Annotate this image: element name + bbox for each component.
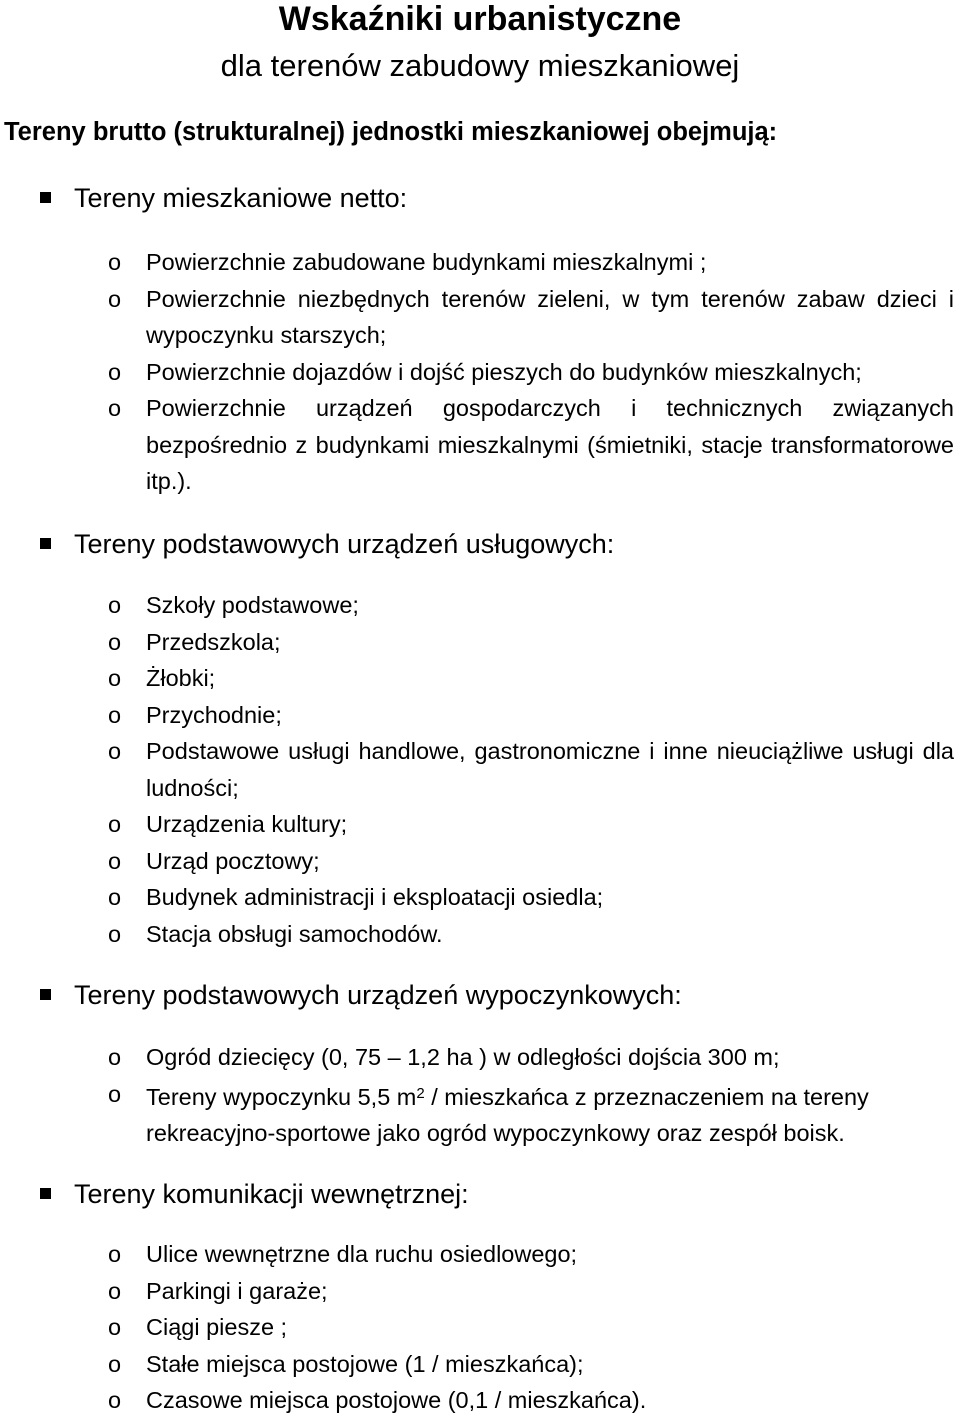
circle-bullet-icon: o [108,1314,122,1340]
section-heading [0,975,960,1015]
list-item [0,587,960,624]
list-item [0,1039,960,1076]
list-item [0,1382,960,1419]
list-item-text: Przychodnie; [146,701,282,728]
list-item-text: Powierzchnie niezbędnych terenów zieleni, w tym terenów zabaw dzieci i wypoczynku starszych; [146,285,954,348]
list-item [0,1076,960,1152]
list-item-text: Ogród dziecięcy (0, 75 – 1,2 ha ) w odległości dojścia 300 m; [146,1044,780,1070]
circle-bullet-icon: o [108,592,122,618]
section-heading [0,1174,960,1214]
list-item-text: Stacja obsługi samochodów. [146,920,443,947]
circle-bullet-icon: o [108,701,122,728]
circle-bullet-icon: o [108,1044,122,1070]
list-item [0,697,960,734]
circle-bullet-icon: o [108,1277,122,1304]
circle-bullet-icon: o [108,665,122,691]
list-item-text: Parkingi i garaże; [146,1277,328,1304]
list-item-text: Budynek administracji i eksploatacji osiedla; [146,884,604,910]
list-item-text: Urząd pocztowy; [146,847,320,874]
list-item [0,1346,960,1383]
circle-bullet-icon: o [108,1350,122,1377]
list-item [0,624,960,661]
list-item [0,733,960,806]
item-list [0,1039,960,1152]
list-item-text: Ulice wewnętrzne dla ruchu osiedlowego; [146,1241,578,1267]
list-item [0,354,960,391]
list-item-text: Żłobki; [146,665,216,691]
list-item-text: Ciągi piesze ; [146,1314,288,1340]
square-bullet-icon [40,192,51,203]
circle-bullet-icon: o [108,738,122,764]
square-bullet-icon [40,538,51,549]
list-item-text-part: / mieszkańca z przeznaczeniem na tereny rekreacyjno-sportowe jako ogród wypoczynkowy oraz zespół boisk. [146,1083,869,1146]
circle-bullet-icon: o [108,1080,122,1107]
circle-bullet-icon: o [108,884,122,910]
section-heading-label: Tereny komunikacji wewnętrznej: [74,1179,469,1209]
list-item-text: Stałe miejsca postojowe (1 / mieszkańca); [146,1350,584,1377]
list-item [0,281,960,354]
list-item-text: Powierzchnie dojazdów i dojść pieszych do budynków mieszkalnych; [146,358,862,385]
circle-bullet-icon: o [108,249,122,275]
list-item [0,843,960,880]
list-item-text-part: Tereny wypoczynku 5,5 m [146,1083,417,1110]
section-heading-label: Tereny podstawowych urządzeń wypoczynkowych: [74,980,682,1010]
circle-bullet-icon: o [108,1387,122,1413]
list-item-text: Urządzenia kultury; [146,811,348,837]
list-item-text [146,1076,954,1152]
square-bullet-icon [40,1188,51,1199]
list-item-text: Przedszkola; [146,628,281,655]
circle-bullet-icon: o [108,811,122,837]
list-item [0,1309,960,1346]
list-item [0,244,960,281]
circle-bullet-icon: o [108,920,122,947]
intro-heading: Tereny brutto (strukturalnej) jednostki mieszkaniowej obejmują: [4,118,778,146]
circle-bullet-icon: o [108,847,122,874]
list-item [0,879,960,916]
section-heading [0,524,960,564]
list-item [0,1236,960,1273]
item-list [0,1236,960,1419]
list-item [0,916,960,953]
circle-bullet-icon: o [108,1241,122,1267]
list-item-text: Powierzchnie urządzeń gospodarczych i technicznych związanych bezpośrednio z budynkami mieszkalnymi (śmietniki, stacje transformatorowe itp.). [146,395,954,494]
document-title: Wskaźniki urbanistyczne [278,0,682,38]
square-bullet-icon [40,989,51,1000]
list-item-text: Czasowe miejsca postojowe (0,1 / mieszkańca). [146,1387,647,1413]
list-item-text: Podstawowe usługi handlowe, gastronomiczne i inne nieuciążliwe usługi dla ludności; [146,738,954,801]
list-item [0,1273,960,1310]
list-item [0,660,960,697]
circle-bullet-icon: o [108,395,122,421]
list-item-text: Szkoły podstawowe; [146,592,359,618]
list-item-text: Powierzchnie zabudowane budynkami mieszkalnymi ; [146,249,707,275]
circle-bullet-icon: o [108,285,122,312]
item-list [0,587,960,952]
document-subtitle: dla terenów zabudowy mieszkaniowej [220,48,740,83]
section-heading [0,178,960,218]
circle-bullet-icon: o [108,628,122,655]
list-item [0,390,960,500]
circle-bullet-icon: o [108,358,122,385]
section-heading-label: Tereny mieszkaniowe netto: [74,183,408,213]
superscript: 2 [416,1084,425,1102]
list-item [0,806,960,843]
section-heading-label: Tereny podstawowych urządzeń usługowych: [74,529,615,559]
item-list [0,244,960,500]
